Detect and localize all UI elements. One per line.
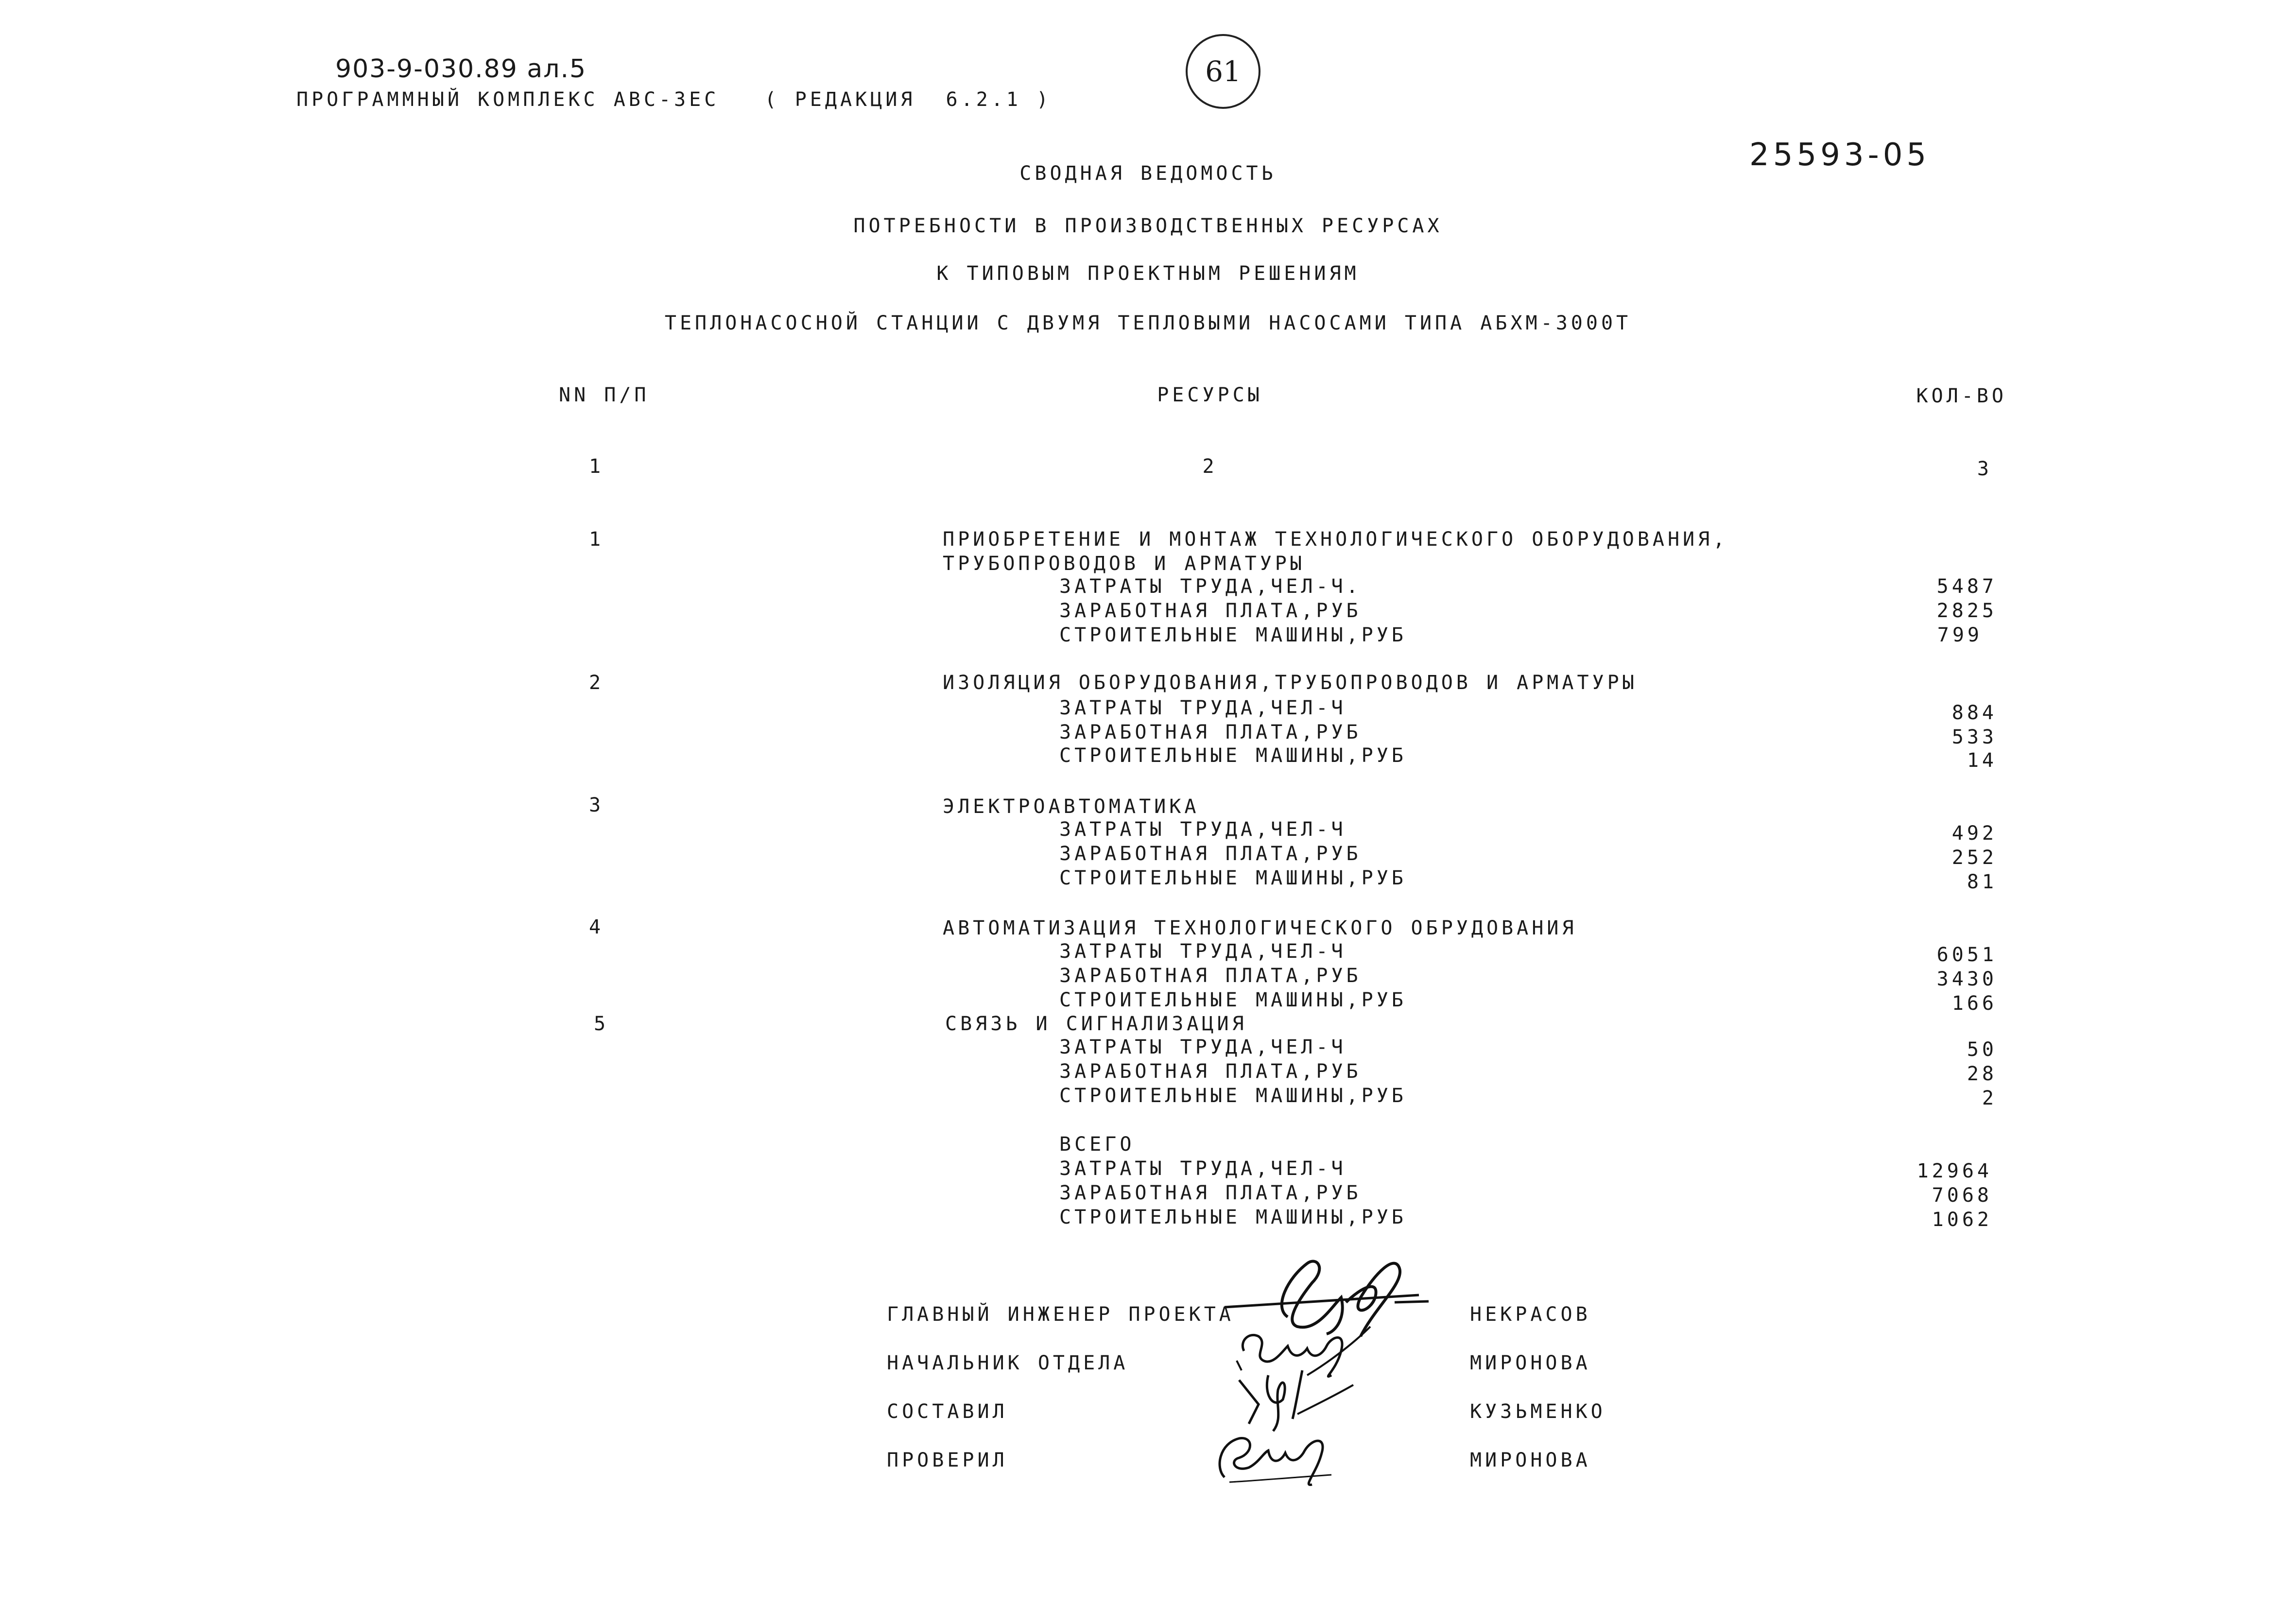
row-value: 533 bbox=[1951, 726, 1997, 748]
column-number-3: 3 bbox=[1977, 458, 1992, 480]
page-number: 61 bbox=[1186, 34, 1260, 109]
section-title: СВЯЗЬ И СИГНАЛИЗАЦИЯ bbox=[945, 1013, 1247, 1035]
total-row-label: СТРОИТЕЛЬНЫЕ МАШИНЫ,РУБ bbox=[1059, 1206, 1407, 1228]
column-header-number: NN П/П bbox=[559, 384, 650, 406]
total-row-value: 1062 bbox=[1932, 1209, 1992, 1231]
row-value: 50 bbox=[1967, 1038, 1997, 1061]
row-value: 2825 bbox=[1936, 600, 1997, 622]
section-number: 3 bbox=[589, 794, 604, 816]
row-value: 166 bbox=[1951, 992, 1997, 1015]
section-number: 5 bbox=[594, 1013, 609, 1035]
row-value: 6051 bbox=[1936, 944, 1997, 966]
signature-role: ГЛАВНЫЙ ИНЖЕНЕР ПРОЕКТА bbox=[887, 1303, 1234, 1326]
total-row-label: ЗАРАБОТНАЯ ПЛАТА,РУБ bbox=[1059, 1182, 1362, 1204]
row-label: СТРОИТЕЛЬНЫЕ МАШИНЫ,РУБ bbox=[1059, 989, 1407, 1011]
column-header-quantity: КОЛ-ВО bbox=[1916, 385, 2007, 407]
total-row-label: ЗАТРАТЫ ТРУДА,ЧЕЛ-Ч bbox=[1059, 1158, 1347, 1180]
row-label: ЗАТРАТЫ ТРУДА,ЧЕЛ-Ч bbox=[1059, 940, 1347, 963]
row-label: ЗАТРАТЫ ТРУДА,ЧЕЛ-Ч bbox=[1059, 697, 1347, 719]
row-label: СТРОИТЕЛЬНЫЕ МАШИНЫ,РУБ bbox=[1059, 744, 1407, 767]
signature-role: ПРОВЕРИЛ bbox=[887, 1449, 1008, 1471]
section-number: 2 bbox=[589, 672, 604, 694]
row-value: 28 bbox=[1967, 1063, 1997, 1085]
section-number: 4 bbox=[589, 916, 604, 938]
document-id: 25593-05 bbox=[1749, 137, 1931, 173]
row-label: ЗАРАБОТНАЯ ПЛАТА,РУБ bbox=[1059, 965, 1362, 987]
row-value: 492 bbox=[1951, 822, 1997, 845]
signature-name: МИРОНОВА bbox=[1470, 1449, 1591, 1471]
signature-compiler bbox=[1229, 1365, 1356, 1434]
total-row-value: 7068 bbox=[1932, 1184, 1992, 1207]
row-label: ЗАТРАТЫ ТРУДА,ЧЕЛ-Ч. bbox=[1059, 575, 1362, 598]
row-value: 884 bbox=[1951, 702, 1997, 724]
row-label: ЗАТРАТЫ ТРУДА,ЧЕЛ-Ч bbox=[1059, 1036, 1347, 1058]
signature-role: СОСТАВИЛ bbox=[887, 1400, 1008, 1423]
row-value: 81 bbox=[1967, 871, 1997, 893]
title-line-4: ТЕПЛОНАСОСНОЙ СТАНЦИИ С ДВУМЯ ТЕПЛОВЫМИ НАСОСАМИ ТИПА АБХМ-3000Т bbox=[664, 312, 1632, 334]
signature-name: НЕКРАСОВ bbox=[1470, 1303, 1591, 1326]
row-value: 3430 bbox=[1936, 968, 1997, 990]
row-label: СТРОИТЕЛЬНЫЕ МАШИНЫ,РУБ bbox=[1059, 1085, 1407, 1107]
signature-checker bbox=[1210, 1424, 1336, 1492]
signature-name: КУЗЬМЕНКО bbox=[1470, 1400, 1606, 1423]
section-title: ЭЛЕКТРОАВТОМАТИКА bbox=[943, 795, 1200, 818]
section-title: ПРИОБРЕТЕНИЕ И МОНТАЖ ТЕХНОЛОГИЧЕСКОГО ОБОРУДОВАНИЯ, bbox=[943, 528, 1728, 551]
row-label: ЗАРАБОТНАЯ ПЛАТА,РУБ bbox=[1059, 721, 1362, 743]
row-label: ЗАРАБОТНАЯ ПЛАТА,РУБ bbox=[1059, 600, 1362, 622]
row-label: ЗАРАБОТНАЯ ПЛАТА,РУБ bbox=[1059, 1060, 1362, 1083]
column-number-2: 2 bbox=[1202, 455, 1218, 478]
title-line-1: СВОДНАЯ ВЕДОМОСТЬ bbox=[1019, 162, 1277, 185]
title-line-2: ПОТРЕБНОСТИ В ПРОИЗВОДСТВЕННЫХ РЕСУРСАХ bbox=[853, 215, 1443, 237]
section-title: АВТОМАТИЗАЦИЯ ТЕХНОЛОГИЧЕСКОГО ОБРУДОВАНИЯ bbox=[943, 917, 1577, 939]
row-value: 799 bbox=[1937, 624, 1983, 646]
row-value: 14 bbox=[1967, 749, 1997, 772]
row-label: ЗАРАБОТНАЯ ПЛАТА,РУБ bbox=[1059, 843, 1362, 865]
document-code: 903-9-030.89 ал.5 bbox=[335, 54, 587, 84]
signature-role: НАЧАЛЬНИК ОТДЕЛА bbox=[887, 1352, 1129, 1374]
column-header-resources: РЕСУРСЫ bbox=[1157, 384, 1263, 406]
section-title: ТРУБОПРОВОДОВ И АРМАТУРЫ bbox=[943, 553, 1305, 575]
section-title: ИЗОЛЯЦИЯ ОБОРУДОВАНИЯ,ТРУБОПРОВОДОВ И АРМАТУРЫ bbox=[943, 672, 1638, 694]
row-label: ЗАТРАТЫ ТРУДА,ЧЕЛ-Ч bbox=[1059, 818, 1347, 841]
total-row-value: 12964 bbox=[1916, 1160, 1992, 1182]
total-title: ВСЕГО bbox=[1059, 1133, 1135, 1156]
row-value: 5487 bbox=[1936, 575, 1997, 598]
row-value: 2 bbox=[1982, 1087, 1997, 1109]
signature-name: МИРОНОВА bbox=[1470, 1352, 1591, 1374]
row-label: СТРОИТЕЛЬНЫЕ МАШИНЫ,РУБ bbox=[1059, 624, 1407, 646]
row-label: СТРОИТЕЛЬНЫЕ МАШИНЫ,РУБ bbox=[1059, 867, 1407, 889]
program-line: ПРОГРАММНЫЙ КОМПЛЕКС АВС-3ЕС ( РЕДАКЦИЯ 6.2.1 ) bbox=[296, 88, 1052, 111]
row-value: 252 bbox=[1951, 847, 1997, 869]
title-line-3: К ТИПОВЫМ ПРОЕКТНЫМ РЕШЕНИЯМ bbox=[936, 262, 1360, 285]
column-number-1: 1 bbox=[589, 455, 604, 478]
section-number: 1 bbox=[589, 528, 604, 551]
